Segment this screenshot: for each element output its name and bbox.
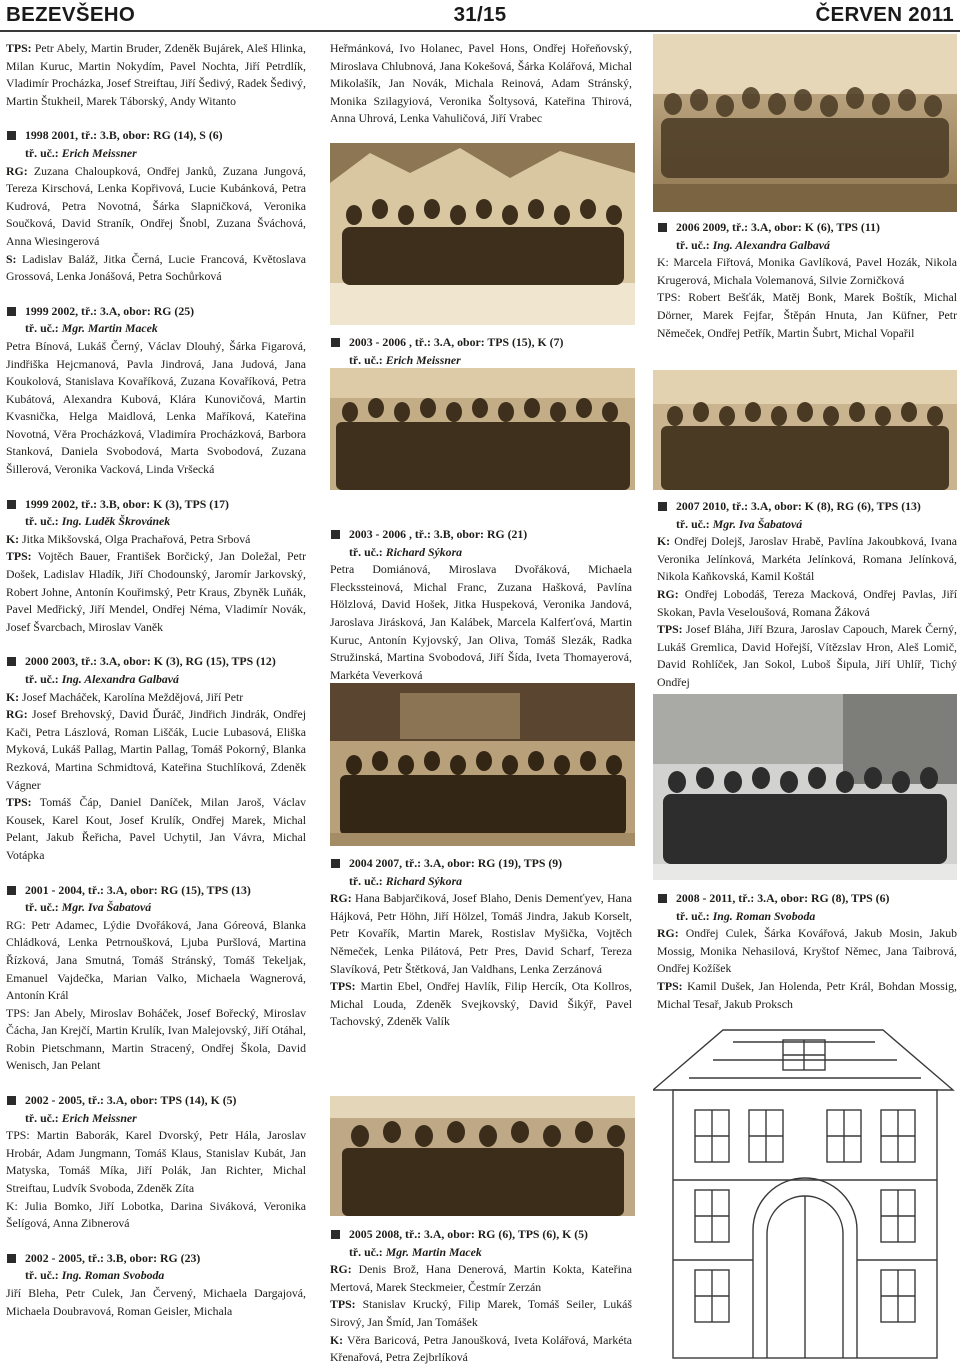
student-group: [657, 533, 957, 586]
continued-paragraph: Heřmánková, Ivo Holanec, Pavel Hons, Ondřej Hořeňovský, Miroslava Chlubnová, Jana Kokešová, Šárka Kolářová, Michal Mikolašík, Jan Novák, Michala Reinová, Adam Stránský, Monika Szilagyiová, Veronika Šoltysová, Kateřina Thirová, Anna Uhrová, Lenka Vahuličová, Jiří Vrabec: [330, 41, 632, 126]
section-heading-text: 2006 2009, tř.: 3.A, obor: K (6), TPS (11): [676, 220, 880, 234]
section-heading-text: 1998 2001, tř.: 3.B, obor: RG (14), S (6): [25, 128, 223, 143]
group-label: RG:: [657, 926, 679, 941]
group-names: K: Julia Bomko, Jiří Lobotka, Darina Siváková, Veronika Šelígová, Anna Zibnerová: [6, 1198, 306, 1231]
teacher-label: tř. uč.:: [676, 237, 710, 252]
class-teacher: [6, 145, 306, 163]
teacher-label: tř. uč.:: [25, 672, 59, 686]
class-section: [657, 498, 957, 692]
student-group: [657, 586, 957, 621]
group-names: Hana Babjarčiková, Josef Blaho, Denis Demenťyev, Hana Hájková, Petr Höhn, Jiří Hölzel, Tomáš Jindra, Jakub Korselt, Petr Kovařík, Martin Marek, Rostislav Myšička, Vojtěch Němeček, Lenka Pilátová, Petr Pres, David Scharf, Tereza Slavíková, Petr Štětková, Jan Valdhans, Lenka Zerzánová: [330, 891, 632, 976]
teacher-label: tř. uč.:: [349, 352, 383, 367]
bullet-square-icon: [7, 131, 16, 140]
class-teacher: [6, 671, 306, 689]
bullet-square-icon: [658, 502, 667, 511]
teacher-name: Erich Meissner: [382, 352, 461, 367]
class-teacher: [330, 544, 632, 562]
class-section: [657, 219, 957, 342]
section-heading-text: 2002 - 2005, tř.: 3.B, obor: RG (23): [25, 1250, 201, 1265]
student-group: [6, 163, 306, 251]
group-names: RG: Petr Adamec, Lýdie Dvořáková, Jana Góreová, Blanka Chládková, Lenka Petrnoušková, Ljuba Puršlová, Martina Řízková, Jana Smutná, Tomáš Stránský, Tomáš Tekeljak, Emanuel Vajdečka, Marian Valko, Michaela Wagnerová, Antonín Král: [6, 917, 306, 1003]
section-heading: [657, 890, 957, 908]
class-photo-group-2003-b: [330, 368, 635, 490]
bullet-square-icon: [7, 657, 16, 666]
group-label: TPS:: [6, 795, 32, 810]
spacer: [6, 286, 306, 303]
section-heading: [6, 882, 306, 900]
teacher-label: tř. uč.:: [25, 514, 59, 529]
class-photo-group-2006: [653, 34, 957, 212]
class-section: [6, 1250, 306, 1320]
student-group: [6, 689, 306, 707]
group-names: TPS: Martin Baborák, Karel Dvorský, Petr Hála, Jaroslav Hrobár, Adam Jungmann, Tomáš Klaus, Stanislav Kubát, Jan Matyska, Tomáš Míka, Jiří Polák, Jan Richter, Michal Streiftau, Ludvík Svoboda, Zdeněk Zíta: [6, 1128, 306, 1196]
teacher-name: Mgr. Iva Šabatová: [709, 516, 803, 531]
class-section: [330, 855, 632, 1031]
section-heading: [330, 1226, 632, 1244]
group-names: Ondřej Dolejš, Jaroslav Hrabě, Pavlína Jakoubková, Ivana Veronika Jelínková, Markéta Jelínková, Romana Jelínková, Nikola Kaňkovská, Kamil Koštál: [657, 534, 957, 584]
teacher-name: Erich Meissner: [58, 145, 137, 160]
class-teacher: [657, 908, 957, 926]
class-photo-image: [330, 683, 635, 846]
bullet-square-icon: [7, 307, 16, 316]
student-group: [657, 621, 957, 691]
student-group: [657, 289, 957, 342]
building-sketch: [653, 1020, 957, 1360]
section-heading: [330, 334, 632, 352]
student-group: [6, 531, 306, 549]
group-label: RG:: [330, 1262, 352, 1277]
spacer: [6, 1233, 306, 1250]
class-section: [6, 1092, 306, 1233]
class-photo-image: [330, 1096, 635, 1216]
bullet-square-icon: [7, 886, 16, 895]
section-heading-text: 2003 - 2006 , tř.: 3.B, obor: RG (21): [349, 527, 528, 541]
class-teacher: [657, 237, 957, 255]
class-section: [6, 653, 306, 864]
class-photo-image: [653, 34, 957, 212]
group-names: Denis Brož, Hana Denerová, Martin Kokta, Kateřina Mertová, Marek Steckmeier, Čestmír Zerzán: [330, 1262, 632, 1294]
teacher-label: tř. uč.:: [676, 516, 710, 531]
section-heading: [6, 653, 306, 671]
teacher-label: tř. uč.:: [349, 1244, 383, 1259]
section-heading: [657, 219, 957, 237]
class-photo-image: [653, 694, 957, 880]
teacher-label: tř. uč.:: [25, 145, 59, 160]
group-label: K:: [6, 689, 20, 704]
group-label: TPS:: [330, 979, 356, 994]
teacher-name: Mgr. Martin Macek: [58, 321, 158, 336]
student-group: [330, 978, 632, 1031]
group-names: Josef Bláha, Jiří Bzura, Jaroslav Capouch, Marek Černý, Lukáš Gremlica, David Hořejší, Vítězslav Hron, Aleš Lomič, David Rohlíček, Jan Sokol, Luboš Šipula, Jiří Uhlíř, Tichý Ondřej: [657, 622, 957, 689]
class-section: [6, 127, 306, 285]
teacher-name: Ing. Alexandra Galbavá: [58, 672, 179, 686]
student-group: [6, 1198, 306, 1233]
student-group: [330, 1261, 632, 1296]
class-section: [6, 303, 306, 479]
spacer: [6, 636, 306, 653]
spacer: [6, 479, 306, 496]
group-label: TPS:: [6, 549, 32, 564]
group-names: Zuzana Chaloupková, Ondřej Janků, Zuzana Jungová, Tereza Kirschová, Lenka Kopřivová, Lucie Kubánková, Petra Kudrová, Petra Novotná, Šárka Slapničková, Veronika Součková, David Straník, Ondřej Šnobl, Zuzana Šváchová, Anna Wiesingerová: [6, 163, 306, 248]
class-section: [330, 526, 632, 684]
class-section: [6, 882, 306, 1076]
teacher-name: Ing. Roman Svoboda: [709, 908, 816, 923]
student-group: [6, 1285, 306, 1320]
group-label: TPS:: [657, 622, 683, 637]
section-heading-text: 2003 - 2006 , tř.: 3.A, obor: TPS (15), K (7): [349, 335, 564, 349]
bullet-square-icon: [331, 1230, 340, 1239]
group-names: Stanislav Krucký, Filip Marek, Tomáš Seiler, Lukáš Sirový, Jan Šmíd, Jan Tomášek: [330, 1297, 632, 1329]
spacer: [6, 865, 306, 882]
group-names: Tomáš Čáp, Daniel Daníček, Milan Jaroš, Václav Kousek, Karel Kout, Josef Krulík, Ondřej Marek, Michal Pelant, Jakub Řeřicha, Pavel Uchytil, Jan Vávra, Michal Votápka: [6, 795, 306, 862]
section-heading-text: 2007 2010, tř.: 3.A, obor: K (8), RG (6), TPS (13): [676, 499, 921, 513]
student-group: [6, 1005, 306, 1075]
class-photo-group-2003-a: [330, 143, 635, 325]
section-heading-text: 2005 2008, tř.: 3.A, obor: RG (6), TPS (6), K (5): [349, 1227, 588, 1241]
group-label: TPS:: [657, 978, 683, 993]
group-label: RG:: [6, 163, 28, 178]
group-names: Petra Bínová, Lukáš Černý, Václav Dlouhý, Šárka Figarová, Jindřiška Hejcmanová, Pavla Jindrová, Jana Judová, Jana Koukolová, Stanislava Kovaříková, Zuzana Kovaříková, Petra Kubátová, Alexandra Kubová, Klára Kunovičová, Martin Kvasnička, Helga Maidlová, Lenka Maříková, Kateřina Novotná, Věra Procházková, Vladimíra Procházková, Barbora Stanková, Daniela Svobodová, Marta Svobodová, Zuzana Šillerová, Veronika Vacková, Linda Vršecká: [6, 338, 306, 477]
group-names: TPS: Robert Bešťák, Matěj Bonk, Marek Boštík, Michal Dörner, Marek Fejfar, Štěpán Hnuta, Jan Küfner, Petr Němeček, Ondřej Petřík, Martin Šubrt, Michal Vopařil: [657, 290, 957, 340]
student-group: [6, 706, 306, 794]
group-names: Ladislav Baláž, Jitka Černá, Lucie Francová, Květoslava Grossová, Lenka Jonášová, Petra Sochůrková: [6, 251, 306, 284]
teacher-name: Mgr. Martin Macek: [382, 1244, 482, 1259]
bullet-square-icon: [331, 859, 340, 868]
teacher-label: tř. uč.:: [25, 1268, 59, 1283]
section-heading: [330, 855, 632, 873]
student-group: [6, 1127, 306, 1197]
group-names: TPS: Jan Abely, Miroslav Boháček, Josef Bořecký, Miroslav Čácha, Jan Krejčí, Martin Krulík, Ivan Malejovský, Jiří Otáhal, Robin Pietschmann, Martin Stracený, Ondřej Škola, David Wenisch, Jan Pelant: [6, 1005, 306, 1073]
group-names: Petra Domiánová, Miroslava Dvořáková, Michaela Fleckssteinová, Michal Franc, Zuzana Hašková, Pavlína Hölzlová, David Hošek, Jitka Huspeková, Veronika Jandová, Jaroslava Jirásková, Jan Kalábek, Marcela Kalferťová, Martin Kuruc, Antonín Kyjovský, Jan Oliva, Tomáš Slezák, Radka Stružinská, Martina Svobodová, Jiří Šída, Iveta Thomayerová, Markéta Veverková: [330, 562, 632, 682]
class-teacher: [6, 1267, 306, 1285]
group-names: K: Marcela Fiřtová, Monika Gavlíková, Pavel Hozák, Nikola Krugerová, Michala Volemanová, Silvie Zorničková: [657, 255, 957, 287]
bullet-square-icon: [331, 338, 340, 347]
intro-paragraph: [6, 40, 306, 110]
section-heading: [6, 303, 306, 321]
column-2: [330, 40, 632, 128]
group-label: TPS:: [6, 41, 32, 55]
teacher-label: tř. uč.:: [25, 1110, 59, 1125]
class-teacher: [6, 320, 306, 338]
class-photo-image: [330, 143, 635, 325]
group-names: Josef Brehovský, David Ďuráč, Jindřich Jindrák, Ondřej Kači, Petra Lászlová, Roman Liščák, Lucie Lubasová, Eliška Myková, Lukáš Pallag, Martin Pallag, Tomáš Pokorný, Blanka Rezková, Martina Schmidtová, Kateřina Stuchlíková, Zdeněk Vágner: [6, 707, 306, 792]
group-label: K:: [657, 534, 671, 549]
section-heading: [330, 526, 632, 544]
student-group: [6, 548, 306, 636]
bullet-square-icon: [658, 894, 667, 903]
group-names: Kamil Dušek, Jan Holenda, Petr Král, Bohdan Mossig, Michal Tesař, Jakub Proksch: [657, 978, 957, 1011]
bullet-square-icon: [7, 500, 16, 509]
group-names: Vojtěch Bauer, František Borčický, Jan Doležal, Petr Došek, Ladislav Hladík, Jiří Chodounský, Jaromír Jarkovský, Robert Johne, Antonín Kouřimský, Petr Kraus, Zbyněk Luňák, Pavel Medřický, Jiří Mendel, Ondřej Néma, Vladimír Novák, Josef Švarcbach, Miroslav Vaněk: [6, 549, 306, 634]
group-names: Ondřej Culek, Šárka Kovářová, Jakub Mosin, Jakub Mossig, Monika Nehasilová, Kryštof Němec, Jana Taibrová, Ondřej Kožíšek: [657, 926, 957, 976]
student-group: [330, 890, 632, 978]
class-photo-image: [653, 370, 957, 490]
group-names: Věra Baricová, Petra Janoušková, Iveta Kolářová, Markéta Křenařová, Petra Zejbrlíková: [330, 1332, 632, 1365]
section-heading-text: 2001 - 2004, tř.: 3.A, obor: RG (15), TPS (13): [25, 882, 251, 897]
section-heading-text: 2008 - 2011, tř.: 3.A, obor: RG (8), TPS (6): [676, 891, 890, 905]
class-photo-group-2004: [330, 683, 635, 846]
class-teacher: [657, 516, 957, 534]
group-label: TPS:: [330, 1297, 356, 1312]
group-label: RG:: [6, 707, 28, 722]
teacher-label: tř. uč.:: [349, 544, 383, 559]
issue-date: ČERVEN 2011: [815, 3, 954, 26]
student-group: [6, 917, 306, 1005]
class-teacher: [6, 513, 306, 531]
teacher-name: Ing. Luděk Škrovánek: [58, 514, 171, 529]
student-group: [6, 251, 306, 286]
group-label: K:: [330, 1332, 344, 1347]
class-section: [330, 1226, 632, 1367]
bullet-square-icon: [7, 1096, 16, 1105]
student-group: [657, 978, 957, 1013]
teacher-name: Richard Sýkora: [382, 873, 463, 888]
class-teacher: [330, 873, 632, 891]
student-group: [330, 1296, 632, 1331]
teacher-label: tř. uč.:: [676, 908, 710, 923]
page-number: 31/15: [453, 3, 507, 26]
building-sketch-image: [653, 1020, 957, 1360]
class-section: [657, 890, 957, 1013]
group-label: K:: [6, 531, 20, 546]
student-group: [6, 338, 306, 479]
teacher-name: Erich Meissner: [58, 1110, 137, 1125]
class-teacher: [330, 352, 632, 370]
spacer: [6, 1075, 306, 1092]
group-label: RG:: [657, 586, 679, 601]
header-rule: [0, 30, 960, 32]
teacher-name: Mgr. Iva Šabatová: [58, 900, 152, 915]
group-names: Josef Macháček, Karolína Meždějová, Jiří Petr: [19, 689, 244, 704]
class-photo-group-2007: [653, 370, 957, 490]
group-label: S:: [6, 251, 17, 266]
teacher-label: tř. uč.:: [349, 873, 383, 888]
section-heading-text: 2002 - 2005, tř.: 3.A, obor: TPS (14), K (5): [25, 1093, 237, 1108]
bullet-square-icon: [331, 530, 340, 539]
group-names: Jiří Bleha, Petr Culek, Jan Červený, Michaela Dargajová, Michaela Doubravová, Roman Geisler, Michala: [6, 1286, 306, 1318]
section-heading: [6, 496, 306, 514]
magazine-title: BEZEVŠEHO: [6, 3, 136, 26]
teacher-name: Richard Sýkora: [382, 544, 463, 559]
group-names: Jitka Mikšovská, Olga Prachařová, Petra Srbová: [19, 531, 251, 546]
student-group: [6, 794, 306, 864]
teacher-name: Ing. Alexandra Galbavá: [709, 237, 830, 252]
class-photo-image: [330, 368, 635, 490]
section-heading: [6, 1092, 306, 1110]
section-heading: [6, 127, 306, 145]
column-1: [6, 40, 306, 1320]
class-section: [6, 496, 306, 637]
group-names: Petr Abely, Martin Bruder, Zdeněk Bujárek, Aleš Hlinka, Milan Kuruc, Martin Nokydím, Pavel Nochta, Jiří Petrdlík, Vladimír Procházka, Josef Streiftau, Jiří Šedivý, Radek Šedivý, Martin Štukheil, Marek Táborský, Andy Witanto: [6, 41, 306, 108]
bullet-square-icon: [658, 223, 667, 232]
student-group: [657, 925, 957, 978]
student-group: [657, 254, 957, 289]
student-group: [330, 1332, 632, 1367]
class-list: [6, 127, 306, 1320]
page-header: [0, 0, 960, 34]
class-teacher: [6, 899, 306, 917]
section-heading-text: 2004 2007, tř.: 3.A, obor: RG (19), TPS (9): [349, 856, 563, 870]
teacher-label: tř. uč.:: [25, 321, 59, 336]
spacer: [6, 110, 306, 127]
group-label: RG:: [330, 891, 352, 906]
teacher-label: tř. uč.:: [25, 900, 59, 915]
section-heading-text: 2000 2003, tř.: 3.A, obor: K (3), RG (15), TPS (12): [25, 654, 276, 669]
section-heading-text: 1999 2002, tř.: 3.A, obor: RG (25): [25, 303, 195, 318]
section-heading-text: 1999 2002, tř.: 3.B, obor: K (3), TPS (17): [25, 496, 229, 511]
group-names: Martin Ebel, Ondřej Havlík, Filip Hercík, Ota Kollros, Michal Louda, Zdeněk Svejkovský, David Šikýř, Pavel Tachovský, Zdeněk Valík: [330, 979, 632, 1029]
group-names: Ondřej Lobodáš, Tereza Macková, Ondřej Pavlas, Jiří Skokan, Pavla Veseloušová, Romana Žáková: [657, 586, 957, 619]
section-heading: [6, 1250, 306, 1268]
section-heading: [657, 498, 957, 516]
class-teacher: [6, 1110, 306, 1128]
class-teacher: [330, 1244, 632, 1262]
teacher-name: Ing. Roman Svoboda: [58, 1268, 165, 1283]
class-photo-group-2005: [330, 1096, 635, 1216]
class-photo-group-2008: [653, 694, 957, 880]
student-group: [330, 561, 632, 684]
bullet-square-icon: [7, 1254, 16, 1263]
